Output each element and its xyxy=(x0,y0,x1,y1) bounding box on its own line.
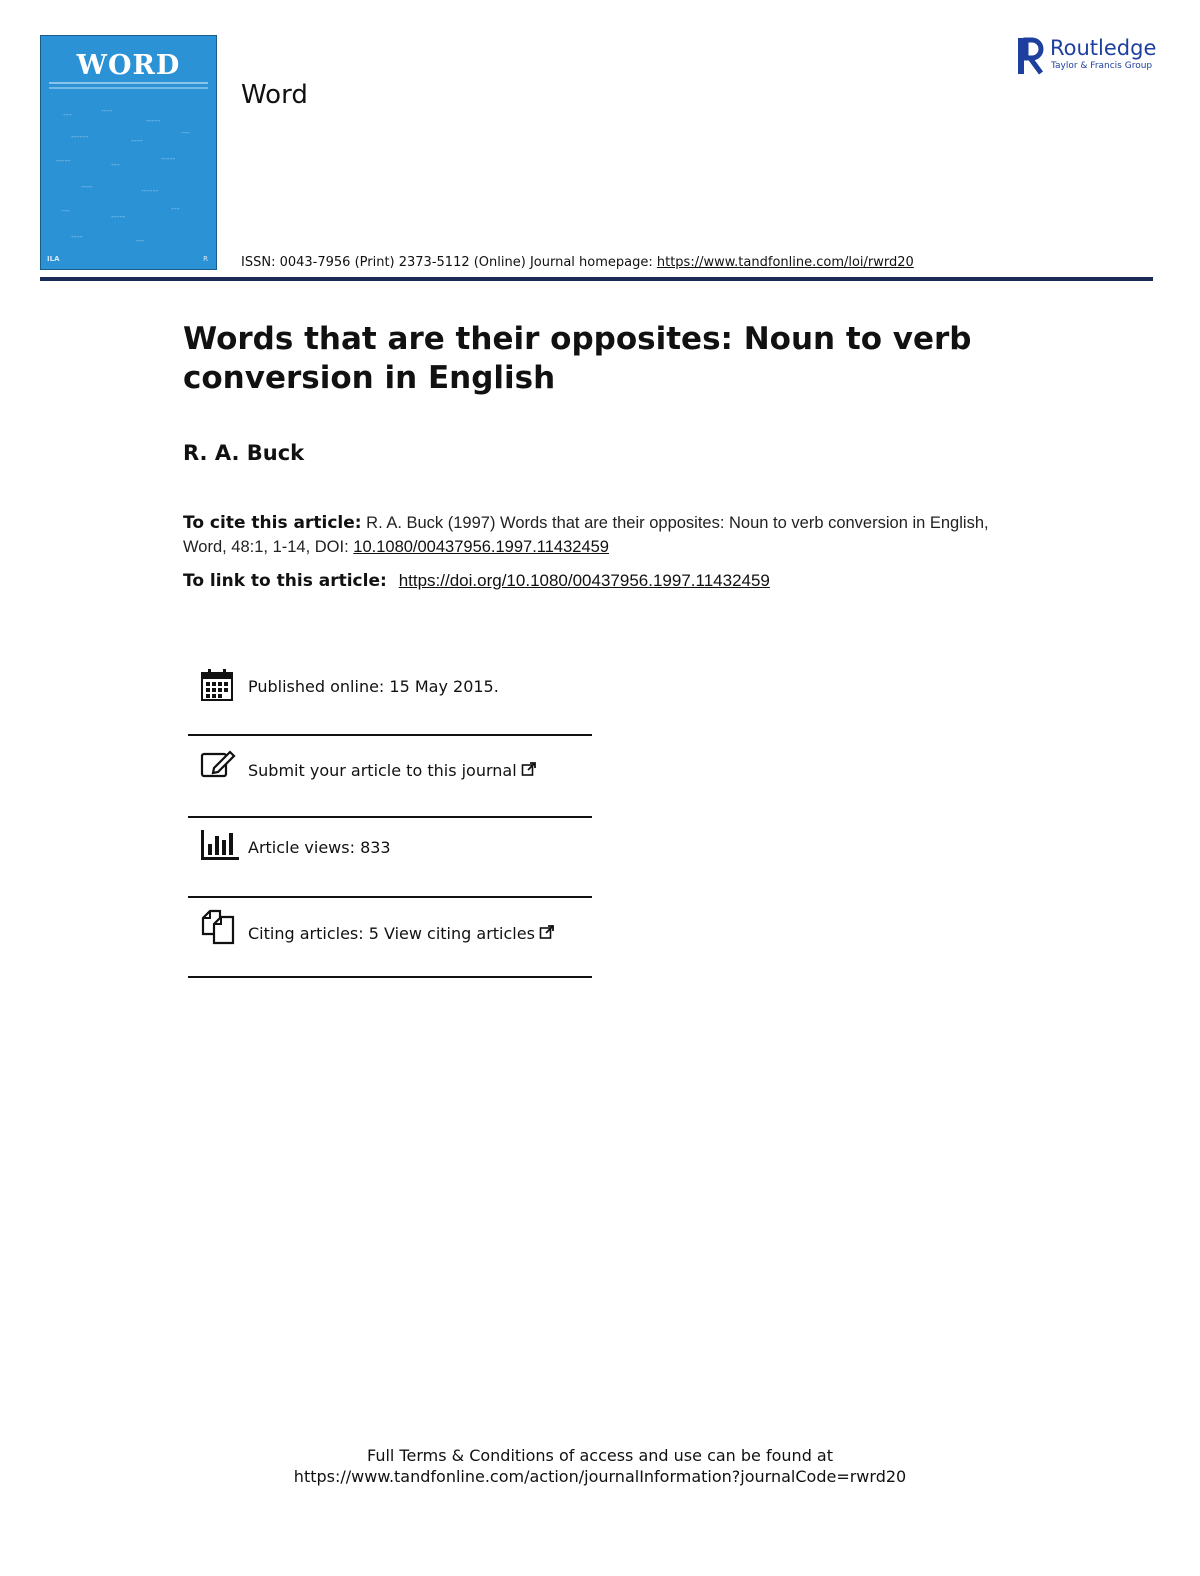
cover-publisher-mark: ILA xyxy=(47,255,60,263)
copy-icon xyxy=(200,908,236,946)
info-divider xyxy=(188,976,592,978)
article-title: Words that are their opposites: Noun to verb conversion in English xyxy=(183,321,972,396)
link-line xyxy=(183,571,770,591)
cover-routledge-mark: R xyxy=(203,255,208,263)
cover-title: WORD xyxy=(76,50,181,81)
submit-article-link[interactable] xyxy=(248,761,537,780)
calendar-icon xyxy=(200,668,234,702)
footer-terms-link[interactable]: https://www.tandfonline.com/action/journalInformation?journalCode=rwrd20 xyxy=(293,1467,907,1486)
doi-link[interactable]: 10.1080/00437956.1997.11432459 xyxy=(353,538,609,556)
article-views-item xyxy=(188,828,592,868)
citing-articles-label[interactable]: Citing articles: 5 View citing articles xyxy=(248,924,535,943)
cite-label: To cite this article: xyxy=(183,513,362,533)
logo-name: Routledge xyxy=(1050,36,1157,60)
article-views-text: Article views: 833 xyxy=(248,838,391,857)
cover-subtitle-band xyxy=(49,82,208,89)
link-label: To link to this article: xyxy=(183,571,393,591)
terms-footer xyxy=(0,1445,1200,1487)
edit-icon xyxy=(200,748,236,780)
info-divider xyxy=(188,816,592,818)
citation-block xyxy=(183,511,1013,559)
citing-articles-item[interactable] xyxy=(188,908,592,952)
external-link-icon xyxy=(539,924,555,940)
article-author: R. A. Buck xyxy=(183,441,305,465)
info-divider xyxy=(188,896,592,898)
issn-text: ISSN: 0043-7956 (Print) 2373-5112 (Online) Journal homepage: xyxy=(241,255,657,270)
published-online-item xyxy=(188,668,592,708)
footer-line-1: Full Terms & Conditions of access and use can be found at xyxy=(366,1446,834,1465)
journal-cover: WORD --- ---- ----- ------ ---- --- ----- --- ----- ---- ------ --- ----- --- ---- --- ILA R xyxy=(40,35,217,270)
published-online-text: Published online: 15 May 2015. xyxy=(248,677,499,696)
logo-subtitle: Taylor & Francis Group xyxy=(1051,61,1153,71)
issn-line xyxy=(241,255,914,270)
journal-homepage-link[interactable]: https://www.tandfonline.com/loi/rwrd20 xyxy=(656,255,914,270)
routledge-r-icon xyxy=(1016,36,1046,76)
cite-text: R. A. Buck (1997) Words that are their opposites: Noun to verb conversion in English, Word, 48:1, 1-14, DOI: xyxy=(183,514,989,556)
header-divider xyxy=(40,277,1153,281)
journal-name: Word xyxy=(241,80,308,110)
info-divider xyxy=(188,734,592,736)
bar-chart-icon xyxy=(200,828,240,862)
citing-articles-link[interactable] xyxy=(248,924,555,943)
external-link-icon xyxy=(521,761,537,777)
submit-article-item[interactable] xyxy=(188,748,592,792)
article-url-link[interactable]: https://doi.org/10.1080/00437956.1997.11432459 xyxy=(398,571,770,590)
routledge-logo xyxy=(1016,36,1166,76)
submit-article-label[interactable]: Submit your article to this journal xyxy=(248,761,517,780)
